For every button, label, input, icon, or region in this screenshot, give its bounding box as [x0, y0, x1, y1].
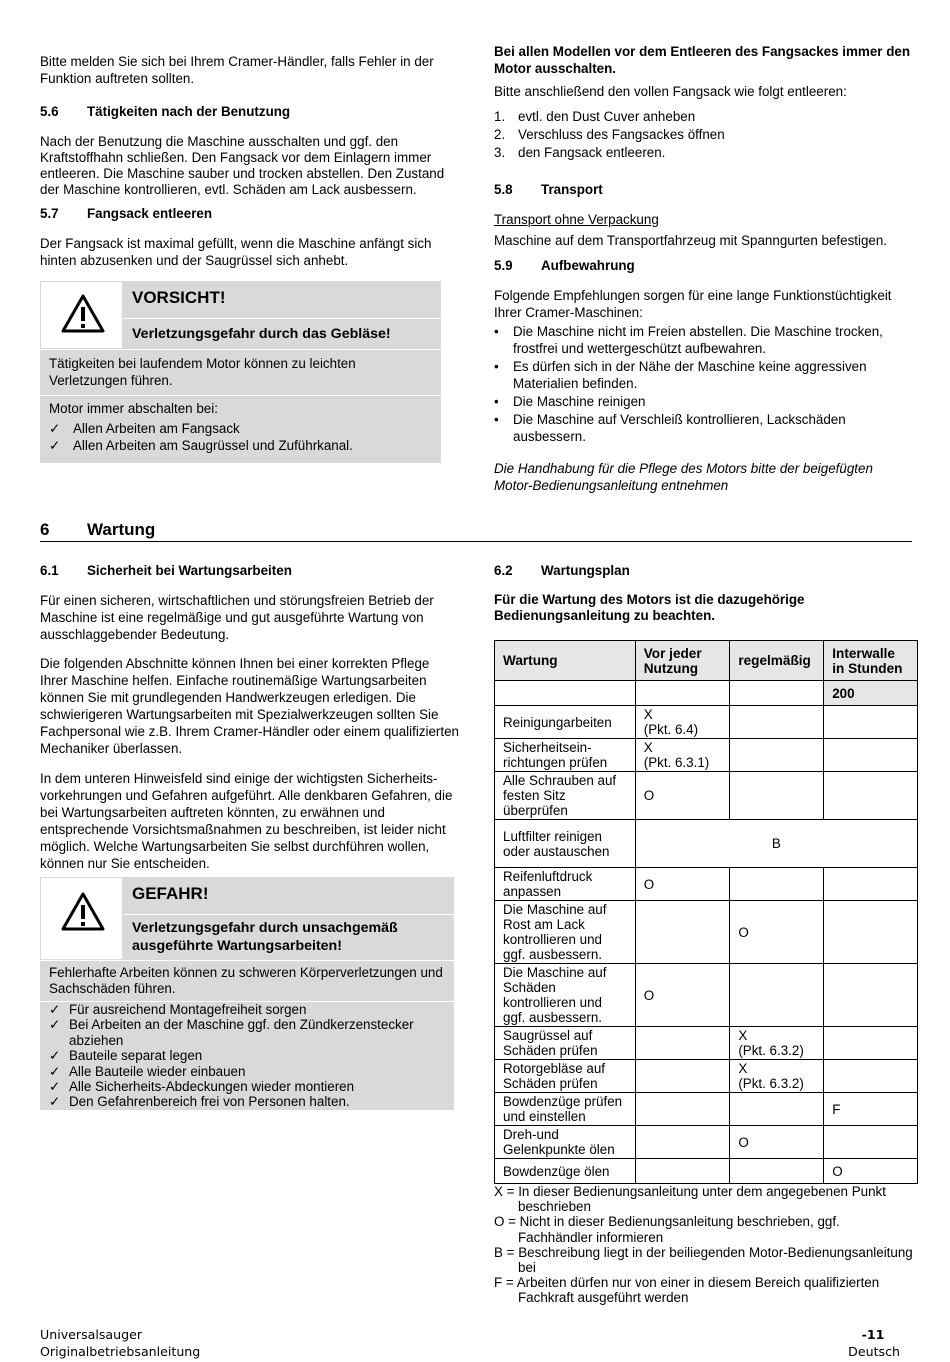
- table-row: [495, 901, 918, 964]
- table-cell: O: [730, 1126, 824, 1159]
- section-number: 6.2: [494, 563, 513, 578]
- table-cell: [824, 868, 918, 901]
- page-number: -11: [861, 1327, 885, 1342]
- checkmark-icon: ✓: [49, 1063, 61, 1079]
- section-heading-5-8: [494, 181, 603, 198]
- table-cell: [635, 901, 730, 964]
- table-cell: Die Maschine auf Schäden kontrollieren und ggf. ausbessern.: [495, 964, 636, 1027]
- table-row: [495, 1027, 918, 1060]
- table-cell: O: [635, 964, 730, 1027]
- chapter-heading: [40, 521, 155, 538]
- table-cell: [824, 772, 918, 820]
- hours-cell: 200: [824, 681, 918, 706]
- checkmark-icon: ✓: [49, 1002, 61, 1017]
- checklist-text: Allen Arbeiten am Fangsack: [73, 421, 240, 436]
- table-cell: O: [635, 772, 730, 820]
- checkmark-icon: ✓: [49, 421, 61, 436]
- table-cell: Bowdenzüge ölen: [495, 1159, 636, 1184]
- table-cell: X (Pkt. 6.3.2): [730, 1027, 824, 1060]
- danger-checklist: [49, 1002, 429, 1110]
- table-cell: [635, 681, 730, 706]
- table-cell: O: [824, 1159, 918, 1184]
- table-row: [495, 1093, 918, 1126]
- legend: [494, 1184, 914, 1306]
- legend-item: [494, 1245, 914, 1275]
- warning-icon-cell: [40, 877, 123, 960]
- transport-text: Maschine auf dem Transportfahrzeug mit Spanngurten befestigen.: [494, 233, 888, 248]
- motor-note: Die Handhabung für die Pflege des Motors bitte der beigefügten Motor-Bedienungsanleitung entnehmen: [494, 461, 873, 493]
- table-cell: [730, 706, 824, 739]
- list-text: den Fangsack entleeren.: [518, 145, 666, 160]
- caution-checklist: [49, 420, 429, 454]
- section-heading-5-6: [40, 103, 290, 120]
- section-number: 5.9: [494, 258, 513, 273]
- table-cell: [824, 964, 918, 1027]
- list-number: 2.: [494, 127, 506, 142]
- danger-subtitle: Verletzungsgefahr durch unsachgemäß ausgeführte Wartungsarbeiten!: [132, 920, 398, 954]
- table-cell: [824, 1027, 918, 1060]
- table-cell: [824, 1060, 918, 1093]
- checklist-text: Alle Sicherheits-Abdeckungen wieder montieren: [69, 1079, 355, 1095]
- warning-triangle-icon: [61, 294, 105, 334]
- table-row: [495, 706, 918, 739]
- checklist-item: [49, 1002, 429, 1017]
- section-title: Tätigkeiten nach der Benutzung: [87, 104, 291, 119]
- caution-title: VORSICHT!: [132, 288, 226, 307]
- table-cell: O: [635, 868, 730, 901]
- section-heading-5-9: [494, 257, 635, 274]
- table-cell: [824, 706, 918, 739]
- chapter-rule: [40, 541, 912, 542]
- table-row: [495, 1126, 918, 1159]
- list-item: [494, 126, 914, 143]
- list-item: [494, 108, 914, 125]
- section-title: Fangsack entleeren: [87, 206, 213, 221]
- table-cell: X (Pkt. 6.4): [635, 706, 730, 739]
- list-item: • Es dürfen sich in der Nähe der Maschine keine aggressiven Materialien befinden.: [494, 358, 904, 392]
- table-cell: Reinigungarbeiten: [495, 706, 636, 739]
- storage-list: [494, 323, 904, 446]
- table-cell: Bowdenzüge prüfen und einstellen: [495, 1093, 636, 1126]
- table-cell: [635, 1093, 730, 1126]
- legend-item: [494, 1214, 914, 1244]
- empty-intro: Bitte anschließend den vollen Fangsack wie folgt entleeren:: [494, 84, 847, 99]
- checklist-item: [49, 1094, 429, 1109]
- empty-steps-list: [494, 108, 914, 162]
- section-title: Sicherheit bei Wartungsarbeiten: [87, 563, 292, 578]
- checklist-item: [49, 1079, 429, 1094]
- table-cell: Rotorgebläse auf Schäden prüfen: [495, 1060, 636, 1093]
- caution-box: [40, 281, 441, 463]
- section-title: Transport: [541, 182, 603, 197]
- chapter-number: 6: [40, 520, 50, 539]
- legend-text: B = Beschreibung liegt in der beiliegenden Motor-Bedienungsanleitung: [494, 1244, 913, 1260]
- maintenance-note: Für die Wartung des Motors ist die dazugehörige Bedienungsanleitung zu beachten.: [494, 592, 805, 623]
- checklist-item: [49, 1048, 429, 1063]
- checklist-item: [49, 437, 429, 454]
- section-title: Wartungsplan: [541, 563, 630, 578]
- section-paragraph: Nach der Benutzung die Maschine ausschalten und ggf. den Kraftstoffhahn schließen. Den Fangsack vor dem Einlagern immer entleeren. Die Maschine sauber und trocken abstellen. Den Zustand der Maschine kontrollieren, evtl. Schäden am Lack ausbessern.: [40, 134, 445, 197]
- legend-text: X = In dieser Bedienungsanleitung unter dem angegebenen Punkt: [494, 1184, 886, 1199]
- section-paragraph: Für einen sicheren, wirtschaftlichen und störungsfreien Betrieb der Maschine ist eine regelmäßige und gut ausgeführte Wartung von ausschlaggebender Bedeutung.: [40, 593, 434, 642]
- section-number: 5.8: [494, 182, 513, 197]
- table-cell: B: [635, 820, 917, 868]
- legend-item: [494, 1275, 914, 1305]
- maintenance-table: [494, 640, 918, 1184]
- table-cell: [730, 1159, 824, 1184]
- danger-box: [40, 877, 454, 1110]
- divider: [123, 318, 441, 319]
- section-title: Aufbewahrung: [541, 258, 635, 273]
- list-number: 1.: [494, 109, 506, 124]
- checkmark-icon: ✓: [49, 1048, 61, 1064]
- table-cell: [730, 1093, 824, 1126]
- table-cell: Sicherheitsein- richtungen prüfen: [495, 739, 636, 772]
- footer-left: [40, 1326, 200, 1360]
- table-row: [495, 681, 918, 706]
- table-row: [495, 772, 918, 820]
- table-cell: Die Maschine auf Rost am Lack kontrollieren und ggf. ausbessern.: [495, 901, 636, 964]
- danger-title: GEFAHR!: [132, 884, 209, 903]
- list-item: [494, 144, 914, 161]
- column-header: Interwalle in Stunden: [824, 641, 918, 681]
- table-cell: Reifenluftdruck anpassen: [495, 868, 636, 901]
- table-cell: [824, 739, 918, 772]
- column-header: regelmäßig: [730, 641, 824, 681]
- chapter-title: Wartung: [87, 520, 156, 539]
- table-cell: [635, 1159, 730, 1184]
- list-text: evtl. den Dust Cuver anheben: [518, 109, 696, 124]
- table-cell: [730, 681, 824, 706]
- table-cell: X (Pkt. 6.3.2): [730, 1060, 824, 1093]
- section-heading-5-7: [40, 205, 212, 222]
- warning-icon-cell: [40, 281, 123, 349]
- caution-subtitle: Verletzungsgefahr durch das Gebläse!: [132, 326, 391, 342]
- table-cell: [635, 1027, 730, 1060]
- language: Deutsch: [848, 1344, 900, 1359]
- table-cell: [635, 1126, 730, 1159]
- checklist-text: Für ausreichend Montagefreiheit sorgen: [69, 1002, 307, 1017]
- table-row: [495, 868, 918, 901]
- legend-text: Fachkraft ausgeführt werden: [518, 1290, 689, 1306]
- table-header-row: [495, 641, 918, 681]
- checkmark-icon: ✓: [49, 1017, 61, 1033]
- column-header: Wartung: [495, 641, 636, 681]
- section-number: 5.7: [40, 206, 59, 221]
- divider: [40, 395, 441, 396]
- legend-text: Fachhändler informieren: [518, 1229, 664, 1245]
- legend-item: [494, 1184, 914, 1214]
- table-row: [495, 820, 918, 868]
- product-name: Universalsauger: [40, 1327, 143, 1342]
- section-number: 5.6: [40, 104, 59, 119]
- checklist-text: Bauteile separat legen: [69, 1048, 203, 1064]
- bold-note: Bei allen Modellen vor dem Entleeren des Fangsackes immer den Motor ausschalten.: [494, 44, 910, 76]
- checklist-text: Allen Arbeiten am Saugrüssel und Zuführkanal.: [73, 438, 353, 453]
- checklist-text: Den Gefahrenbereich frei von Personen halten.: [69, 1094, 350, 1110]
- list-text: Verschluss des Fangsackes öffnen: [518, 127, 725, 142]
- table-cell: X (Pkt. 6.3.1): [635, 739, 730, 772]
- section-heading-6-2: [494, 562, 630, 579]
- table-cell: [730, 739, 824, 772]
- table-body: [495, 706, 918, 1184]
- legend-text: beschrieben: [518, 1199, 591, 1215]
- checklist-text: Alle Bauteile wieder einbauen: [69, 1063, 246, 1079]
- checkmark-icon: ✓: [49, 438, 61, 453]
- intro-paragraph: Bitte melden Sie sich bei Ihrem Cramer-Händler, falls Fehler in der Funktion auftreten sollten.: [40, 54, 434, 86]
- table-cell: [824, 901, 918, 964]
- table-cell: [495, 681, 636, 706]
- checkmark-icon: ✓: [49, 1094, 61, 1110]
- table-cell: [730, 964, 824, 1027]
- storage-intro: Folgende Empfehlungen sorgen für eine lange Funktionstüchtigkeit Ihrer Cramer-Maschinen:: [494, 288, 892, 320]
- section-paragraph: In dem unteren Hinweisfeld sind einige der wichtigsten Sicherheits-vorkehrungen und Gefahren aufgeführt. Alle denkbaren Gefahren, die bei Wartungsarbeiten auftreten könnten, zu erwähnen und entsprechende Vorsichtsmaßnahmen zu beschreiben, ist leider nicht möglich. Welche Wartungsarbeiten Sie selbst durchführen wollen, können nur Sie entscheiden.: [40, 771, 453, 871]
- checklist-item: [49, 1064, 429, 1079]
- section-paragraph: Die folgenden Abschnitte können Ihnen bei einer korrekten Pflege Ihrer Maschine helfen. Einfache routinemäßige Wartungsarbeiten können Sie mit grundlegenden Handwerkzeugen erledigen. Die schwierigeren Wartungsarbeiten mit Spezialwerkzeugen sollten Sie Fachpersonal wie z.B. Ihrem Cramer-Händler oder einem qualifizierten Mechaniker überlassen.: [40, 656, 460, 756]
- list-number: 3.: [494, 145, 506, 160]
- checkmark-icon: ✓: [49, 1079, 61, 1095]
- divider: [40, 960, 454, 961]
- table-row: [495, 739, 918, 772]
- table-cell: F: [824, 1093, 918, 1126]
- table-cell: Dreh-und Gelenkpunkte ölen: [495, 1126, 636, 1159]
- section-paragraph: Der Fangsack ist maximal gefüllt, wenn die Maschine anfängt sich hinten abzusenken und der Saugrüssel sich anhebt.: [40, 236, 432, 268]
- table-row: [495, 1060, 918, 1093]
- table-cell: [635, 1060, 730, 1093]
- column-header: Vor jeder Nutzung: [635, 641, 730, 681]
- table-cell: O: [730, 901, 824, 964]
- legend-text: O = Nicht in dieser Bedienungsanleitung beschrieben, ggf.: [494, 1214, 840, 1230]
- checklist-text: Bei Arbeiten an der Maschine ggf. den Zündkerzenstecker abziehen: [69, 1017, 414, 1048]
- legend-text: bei: [518, 1260, 536, 1276]
- list-item: • Die Maschine auf Verschleiß kontrollieren, Lackschäden ausbessern.: [494, 411, 904, 445]
- table-cell: Alle Schrauben auf festen Sitz überprüfen: [495, 772, 636, 820]
- caution-text: Tätigkeiten bei laufendem Motor können zu leichten Verletzungen führen.: [49, 356, 356, 388]
- legend-text: F = Arbeiten dürfen nur von einer in diesem Bereich qualifizierten: [494, 1275, 880, 1291]
- danger-text: Fehlerhafte Arbeiten können zu schweren Körperverletzungen und Sachschäden führen.: [49, 965, 443, 996]
- section-heading-6-1: [40, 562, 292, 579]
- divider: [123, 914, 454, 915]
- list-item: • Die Maschine nicht im Freien abstellen. Die Maschine trocken, frostfrei und wettergeschützt aufbewahren.: [494, 323, 904, 357]
- warning-triangle-icon: [61, 892, 105, 932]
- footer-right: [840, 1326, 900, 1360]
- section-number: 6.1: [40, 563, 59, 578]
- list-item: • Die Maschine reinigen: [494, 393, 904, 410]
- document-type: Originalbetriebsanleitung: [40, 1344, 201, 1359]
- checklist-item: [49, 1017, 429, 1048]
- divider: [40, 349, 441, 350]
- table-row: [495, 964, 918, 1027]
- transport-subheading: Transport ohne Verpackung: [494, 212, 659, 227]
- table-cell: [730, 772, 824, 820]
- table-cell: Saugrüssel auf Schäden prüfen: [495, 1027, 636, 1060]
- checklist-item: [49, 420, 429, 437]
- table-row: [495, 1159, 918, 1184]
- table-cell: Luftfilter reinigen oder austauschen: [495, 820, 636, 868]
- caution-text: Motor immer abschalten bei:: [49, 401, 218, 416]
- table-cell: [824, 1126, 918, 1159]
- table-cell: [730, 868, 824, 901]
